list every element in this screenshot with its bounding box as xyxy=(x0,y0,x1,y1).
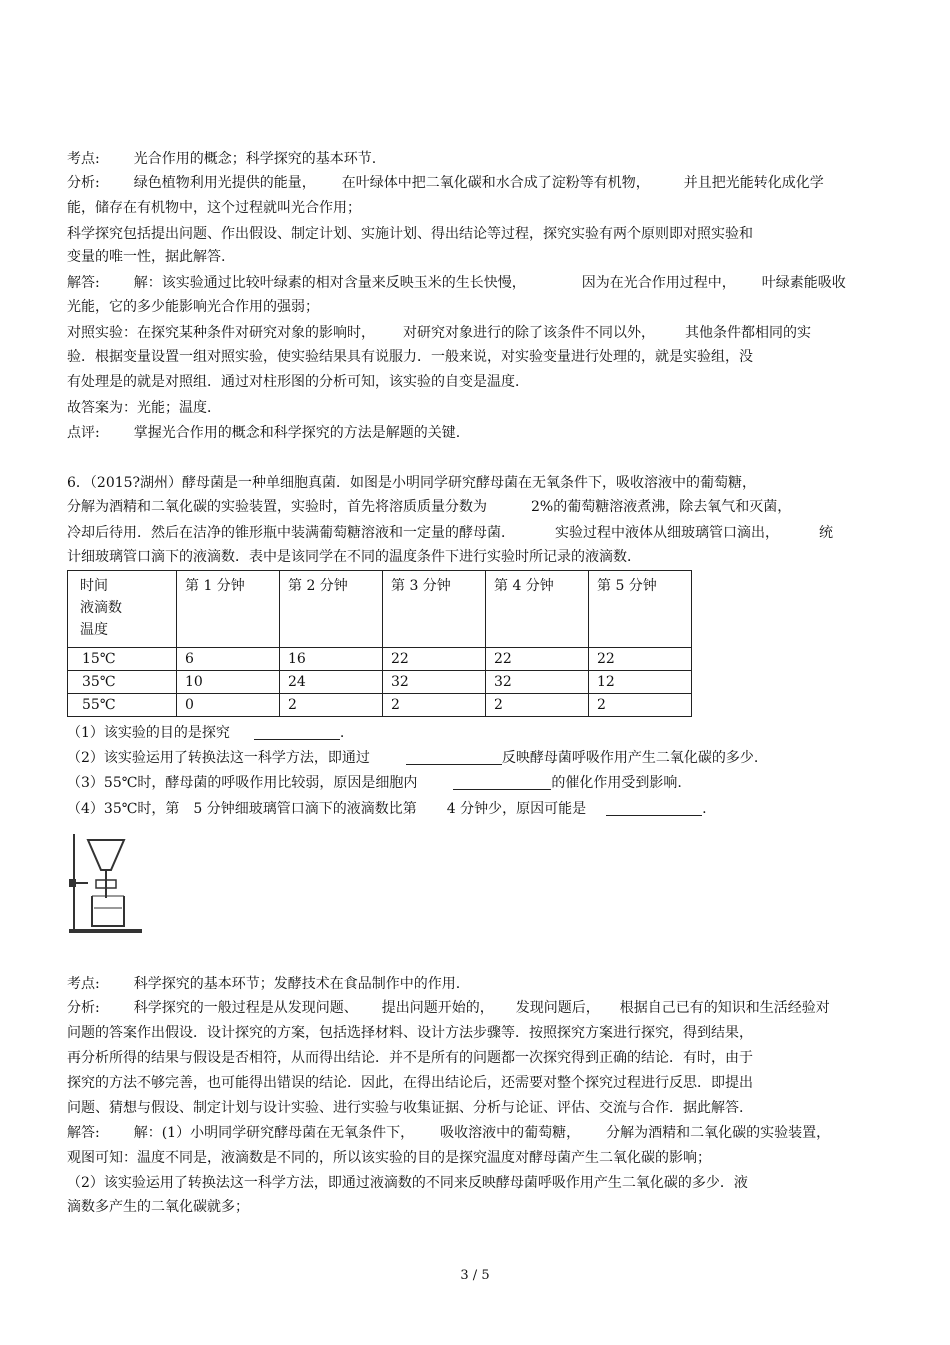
answer-blank-1 xyxy=(254,725,340,740)
q6-fenxi-line4: 探究的方法不够完善，也可能得出错误的结论．因此，在得出结论后，还需要对整个探究过程进行反思．即提出 xyxy=(67,1075,753,1091)
table-header: 第 2 分钟 xyxy=(280,571,383,648)
q5-fenxi-line3: 科学探究包括提出问题、作出假设、制定计划、实施计划、得出结论等过程，探究实验有两个原则即对照实验和 xyxy=(67,226,753,242)
q5-duizhao-line1: 对照实验：在探究某种条件对研究对象的影响时， 对研究对象进行的除了该条件不同以外， 其他条件都相同的实 xyxy=(67,325,811,341)
table-row xyxy=(68,694,692,717)
table-cell: 2 xyxy=(383,694,486,717)
q5-answer: 故答案为：光能；温度． xyxy=(67,400,221,416)
q6-jieda-line2: 观图可知：温度不同是，液滴数是不同的，所以该实验的目的是探究温度对酵母菌产生二氧化碳的影响； xyxy=(67,1150,711,1166)
funnel xyxy=(88,840,124,870)
table-cell: 2 xyxy=(486,694,589,717)
table-header: 第 1 分钟 xyxy=(177,571,280,648)
q6-jieda-line1: 解答: 解：(1）小明同学研究酵母菌在无氧条件下， 吸收溶液中的葡萄糖， 分解为酒精和二氧化碳的实验装置， xyxy=(67,1125,831,1141)
q5-fenxi-line4: 变量的唯一性，据此解答. xyxy=(67,249,226,265)
table-cell: 32 xyxy=(486,671,589,694)
apparatus-figure xyxy=(66,828,146,938)
row-temp: 55℃ xyxy=(68,694,177,717)
answer-blank-2 xyxy=(406,750,502,765)
table-cell: 22 xyxy=(589,648,692,671)
q6-intro-line2: 分解为酒精和二氧化碳的实验装置，实验时，首先将溶质质量分数为 2%的葡萄糖溶液煮沸，除去氧气和灭菌， xyxy=(67,499,792,515)
q5-fenxi-line2: 能，储存在有机物中，这个过程就叫光合作用； xyxy=(67,200,361,216)
table-header: 第 5 分钟 xyxy=(589,571,692,648)
table-row xyxy=(68,648,692,671)
q5-dianping: 点评: 掌握光合作用的概念和科学探究的方法是解题的关键. xyxy=(67,425,461,441)
q6-sub2: （2）该实验运用了转换法这一科学方法，即通过 反映酵母菌呼吸作用产生二氧化碳的多少. xyxy=(67,750,759,766)
q6-jieda-line4: 滴数多产生的二氧化碳就多； xyxy=(67,1199,249,1215)
q6-fenxi-line1: 分析: 科学探究的一般过程是从发现问题、 提出问题开始的， 发现问题后， 根据自己已有的知识和生活经验对 xyxy=(67,1000,830,1016)
q5-duizhao-line3: 有处理是的就是对照组．通过对柱形图的分析可知，该实验的自变是温度． xyxy=(67,374,529,390)
table-cell: 6 xyxy=(177,648,280,671)
page-number: 3 / 5 xyxy=(460,1268,490,1283)
table-cell: 2 xyxy=(280,694,383,717)
table-cell: 22 xyxy=(383,648,486,671)
table-cell: 12 xyxy=(589,671,692,694)
q5-duizhao-line2: 验．根据变量设置一组对照实验，使实验结果具有说服力．一般来说，对实验变量进行处理的，就是实验组，没 xyxy=(67,349,753,365)
answer-blank-4 xyxy=(606,801,702,816)
q6-kaodian: 考点: 科学探究的基本环节；发酵技术在食品制作中的作用. xyxy=(67,976,461,992)
q5-kaodian: 考点: 光合作用的概念；科学探究的基本环节. xyxy=(67,151,377,167)
q6-intro-line4: 计细玻璃管口滴下的液滴数．表中是该同学在不同的温度条件下进行实验时所记录的液滴数． xyxy=(67,549,641,565)
q5-jieda-line1: 解答: 解：该实验通过比较叶绿素的相对含量来反映玉米的生长快慢， 因为在光合作用过程中， 叶绿素能吸收 xyxy=(67,275,846,291)
table-cell: 24 xyxy=(280,671,383,694)
q6-intro-line1: 6．（2015?湖州）酵母菌是一种单细胞真菌．如图是小明同学研究酵母菌在无氧条件下，吸收溶液中的葡萄糖， xyxy=(67,475,757,491)
table-cell: 10 xyxy=(177,671,280,694)
q6-fenxi-line5: 问题、猜想与假设、制定计划与设计实验、进行实验与收集证据、分析与论证、评估、交流与合作．据此解答. xyxy=(67,1100,744,1116)
q6-sub3: （3）55℃时，酵母菌的呼吸作用比较弱，原因是细胞内 的催化作用受到影响. xyxy=(67,775,682,791)
q5-fenxi-line1: 分析: 绿色植物利用光提供的能量， 在叶绿体中把二氧化碳和水合成了淀粉等有机物， 并且把光能转化成化学 xyxy=(67,175,824,191)
table-row xyxy=(68,671,692,694)
table-cell: 2 xyxy=(589,694,692,717)
q5-jieda-line2: 光能，它的多少能影响光合作用的强弱； xyxy=(67,299,319,315)
table-header: 第 4 分钟 xyxy=(486,571,589,648)
q6-intro-line3: 冷却后待用．然后在洁净的锥形瓶中装满葡萄糖溶液和一定量的酵母菌． 实验过程中液体从细玻璃管口滴出， 统 xyxy=(67,525,833,541)
beaker xyxy=(92,896,124,926)
q6-fenxi-line2: 问题的答案作出假设．设计探究的方案，包括选择材料、设计方法步骤等．按照探究方案进行探究，得到结果， xyxy=(67,1025,753,1041)
answer-blank-3 xyxy=(453,775,551,790)
row-temp: 15℃ xyxy=(68,648,177,671)
table-header: 第 3 分钟 xyxy=(383,571,486,648)
row-temp: 35℃ xyxy=(68,671,177,694)
droplet-table xyxy=(67,570,692,717)
table-cell: 32 xyxy=(383,671,486,694)
q6-fenxi-line3: 再分析所得的结果与假设是否相符，从而得出结论．并不是所有的问题都一次探究得到正确的结论．有时，由于 xyxy=(67,1050,753,1066)
q6-jieda-line3: （2）该实验运用了转换法这一科学方法，即通过液滴数的不同来反映酵母菌呼吸作用产生二氧化碳的多少．液 xyxy=(67,1175,748,1191)
table-cell: 16 xyxy=(280,648,383,671)
table-corner-cell: 时间 液滴数 温度 xyxy=(68,571,177,648)
table-cell: 22 xyxy=(486,648,589,671)
q6-sub1: （1）该实验的目的是探究 . xyxy=(67,725,345,741)
table-cell: 0 xyxy=(177,694,280,717)
q6-sub4: （4）35℃时，第 5 分钟细玻璃管口滴下的液滴数比第 4 分钟少，原因可能是 . xyxy=(67,801,707,817)
